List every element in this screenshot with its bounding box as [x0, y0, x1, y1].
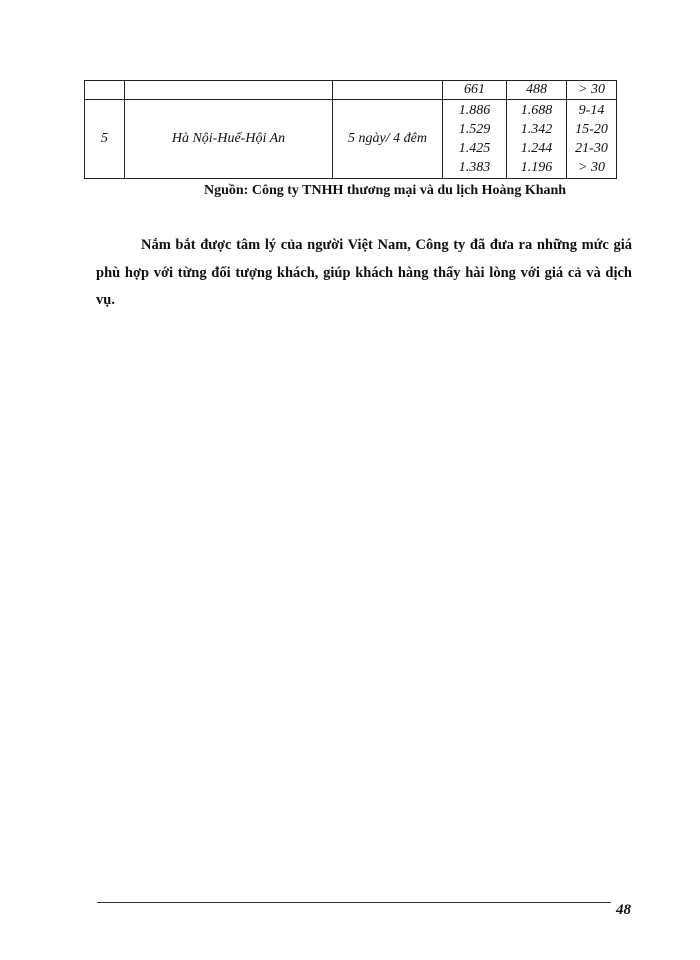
- price-value: 1.196: [520, 160, 553, 175]
- price-value: 1.425: [458, 141, 491, 156]
- table-cell: [85, 81, 125, 100]
- group-size-cell: > 30: [567, 81, 617, 100]
- duration-cell: 5 ngày/ 4 đêm: [333, 100, 443, 179]
- table-cell: [125, 81, 333, 100]
- group-size-value: > 30: [578, 160, 605, 175]
- price-value: 1.244: [520, 141, 553, 156]
- group-size-value: 9-14: [578, 103, 605, 118]
- table-row: [85, 81, 617, 100]
- table-cell: [333, 81, 443, 100]
- body-paragraph: Nắm bắt được tâm lý của người Việt Nam, Công ty đã đưa ra những mức giá phù hợp với từng đối tượng khách, giúp khách hàng thấy hài lòng với giá cả và dịch vụ.: [96, 237, 632, 308]
- price-value: 1.529: [458, 122, 491, 137]
- group-size-cell: [567, 100, 617, 179]
- price-cell: 488: [507, 81, 567, 100]
- page-number: 48: [616, 902, 631, 918]
- footer-divider: [97, 902, 611, 903]
- price-value: 1.886: [458, 103, 491, 118]
- price-b-cell: [507, 100, 567, 179]
- price-value: 1.383: [458, 160, 491, 175]
- stt-cell: 5: [85, 100, 125, 179]
- source-note: Nguồn: Công ty TNHH thương mại và du lịch Hoàng Khanh: [204, 183, 567, 198]
- price-a-cell: [443, 100, 507, 179]
- group-size-value: 21-30: [575, 141, 608, 156]
- price-value: 1.688: [520, 103, 553, 118]
- group-size-value: 15-20: [575, 122, 608, 137]
- price-cell: 661: [443, 81, 507, 100]
- tour-price-table: [84, 80, 617, 179]
- table-row: [85, 100, 617, 179]
- route-cell: Hà Nội-Huế-Hội An: [125, 100, 333, 179]
- price-value: 1.342: [520, 122, 553, 137]
